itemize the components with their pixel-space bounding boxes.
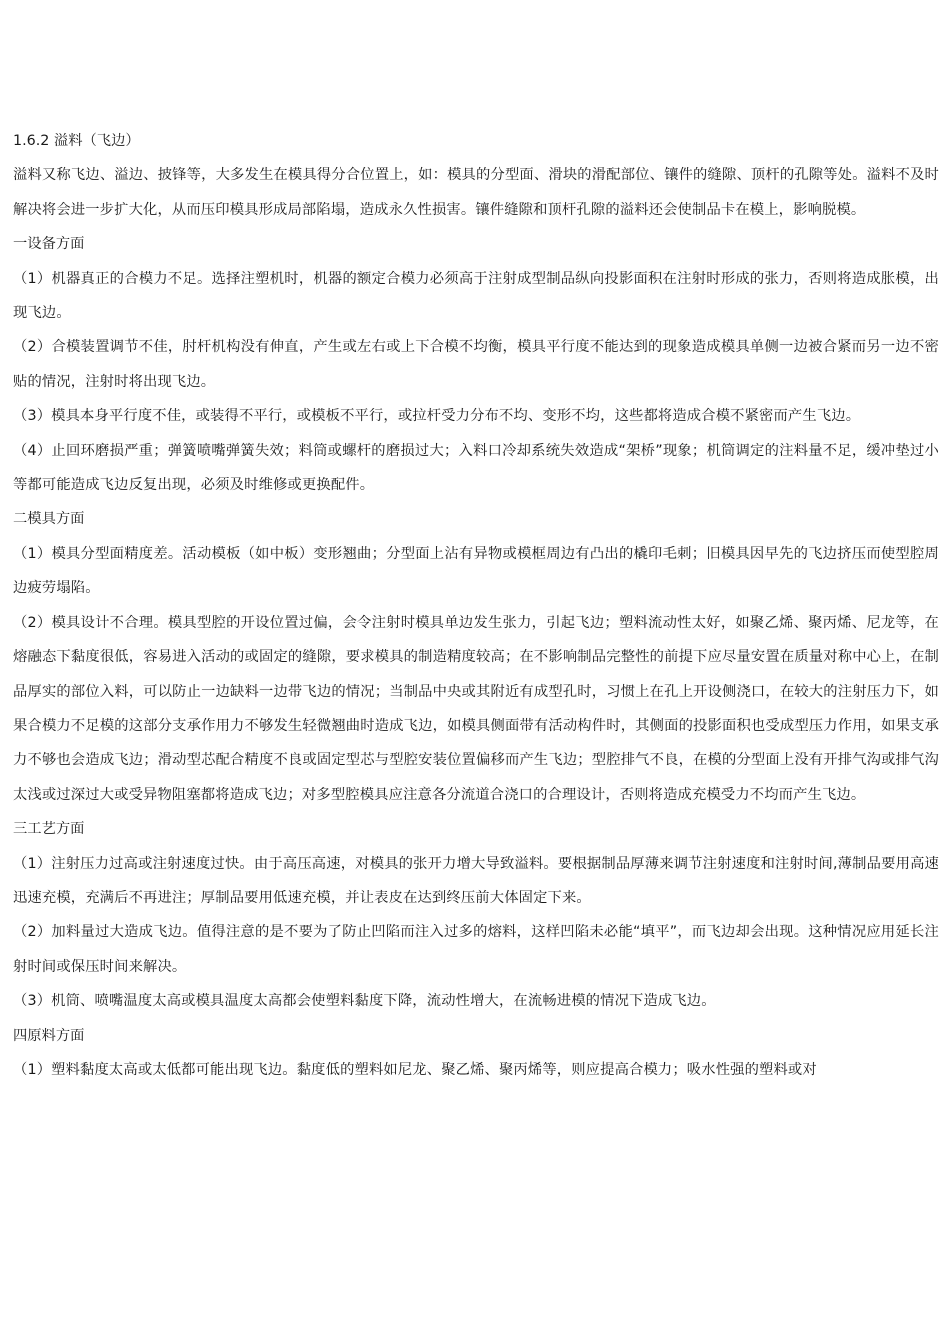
mold-item-1: （1）模具分型面精度差。活动模板（如中板）变形翘曲；分型面上沾有异物或模框周边有凸出的橇印毛刺；旧模具因早先的飞边挤压而使型腔周边疲劳塌陷。 [13, 545, 939, 597]
mold-heading: 二模具方面 [13, 511, 85, 528]
equipment-item-4: （4）止回环磨损严重；弹簧喷嘴弹簧失效；料筒或螺杆的磨损过大；入料口冷却系统失效造成“架桥”现象；机筒调定的注料量不足，缓冲垫过小等都可能造成飞边反复出现，必须及时维修或更换配件。 [13, 442, 939, 494]
process-item-3: （3）机筒、喷嘴温度太高或模具温度太高都会使塑料黏度下降，流动性增大，在流畅进模的情况下造成飞边。 [13, 993, 716, 1010]
process-item-2: （2）加料量过大造成飞边。值得注意的是不要为了防止凹陷而注入过多的熔料，这样凹陷未必能“填平”，而飞边却会出现。这种情况应用延长注射时间或保压时间来解决。 [13, 924, 939, 975]
equipment-item-2: （2）合模装置调节不佳，肘杆机构没有伸直，产生或左右或上下合模不均衡，模具平行度不能达到的现象造成模具单侧一边被合紧而另一边不密贴的情况，注射时将出现飞边。 [13, 339, 939, 390]
equipment-heading: 一设备方面 [13, 236, 85, 253]
process-heading: 三工艺方面 [13, 821, 85, 838]
equipment-item-1: （1）机器真正的合模力不足。选择注塑机时，机器的额定合模力必须高于注射成型制品纵向投影面积在注射时形成的张力，否则将造成胀模，出现飞边。 [13, 270, 939, 322]
mold-item-2: （2）模具设计不合理。模具型腔的开设位置过偏，会令注射时模具单边发生张力，引起飞边；塑料流动性太好，如聚乙烯、聚丙烯、尼龙等，在熔融态下黏度很低，容易进入活动的或固定的缝隙，要求模具的制造精度较高；在不影响制品完整性的前提下应尽量安置在质量对称中心上，在制品厚实的部位入料，可以防止一边缺料一边带飞边的情况；当制品中央或其附近有成型孔时，习惯上在孔上开设侧浇口，在较大的注射压力下，如果合模力不足模的这部分支承作用力不够发生轻微翘曲时造成飞边，如模具侧面带有活动构件时，其侧面的投影面积也受成型压力作用，如果支承力不够也会造成飞边；滑动型芯配合精度不良或固定型芯与型腔安装位置偏移而产生飞边；型腔排气不良，在模的分型面上没有开排气沟或排气沟太浅或过深过大或受异物阻塞都将造成飞边；对多型腔模具应注意各分流道合浇口的合理设计，否则将造成充模受力不均而产生飞边。 [13, 614, 939, 803]
section-title: 1.6.2 溢料（飞边） [13, 133, 140, 149]
document-page [13, 124, 939, 1087]
material-item-1: （1）塑料黏度太高或太低都可能出现飞边。黏度低的塑料如尼龙、聚乙烯、聚丙烯等，则应提高合模力；吸水性强的塑料或对 [13, 1061, 817, 1078]
equipment-item-3: （3）模具本身平行度不佳，或装得不平行，或模板不平行，或拉杆受力分布不均、变形不均，这些都将造成合模不紧密而产生飞边。 [13, 408, 861, 425]
process-item-1: （1）注射压力过高或注射速度过快。由于高压高速，对模具的张开力增大导致溢料。要根据制品厚薄来调节注射速度和注射时间,薄制品要用高速迅速充模，充满后不再进注；厚制品要用低速充模，并让表皮在达到终压前大体固定下来。 [13, 855, 939, 906]
intro-paragraph: 溢料又称飞边、溢边、披锋等，大多发生在模具得分合位置上，如：模具的分型面、滑块的滑配部位、镶件的缝隙、顶杆的孔隙等处。溢料不及时解决将会进一步扩大化，从而压印模具形成局部陷塌，造成永久性损害。镶件缝隙和顶杆孔隙的溢料还会使制品卡在模上，影响脱模。 [13, 167, 939, 218]
material-heading: 四原料方面 [13, 1027, 85, 1044]
